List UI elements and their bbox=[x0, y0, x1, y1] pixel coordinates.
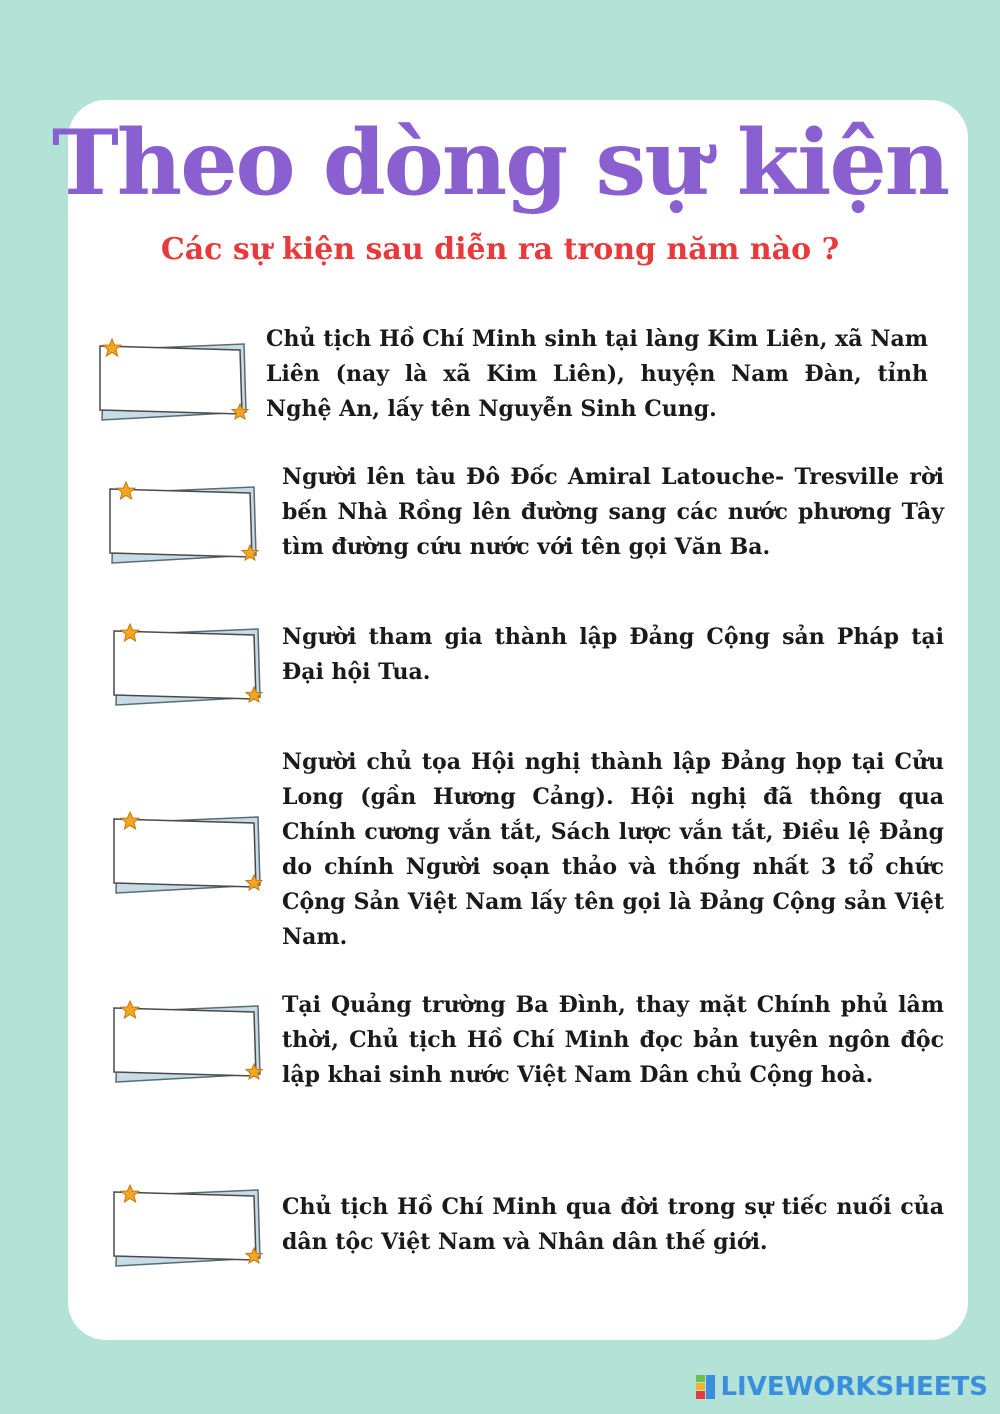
answer-box-frame bbox=[112, 813, 262, 893]
event-description: Người lên tàu Đô Đốc Amiral Latouche- Tresville rời bến Nhà Rồng lên đường sang các nước phương Tây tìm đường cứu nước với tên gọi Văn Ba. bbox=[282, 464, 944, 560]
answer-input-box[interactable] bbox=[112, 1002, 262, 1082]
answer-input-box[interactable] bbox=[112, 1186, 262, 1266]
answer-box-frame bbox=[112, 1186, 262, 1266]
event-description: Chủ tịch Hồ Chí Minh qua đời trong sự tiếc nuối của dân tộc Việt Nam và Nhân dân thế giới. bbox=[282, 1194, 944, 1255]
worksheet-card bbox=[68, 100, 968, 1340]
answer-box-frame bbox=[108, 483, 258, 563]
liveworksheets-brand: LIVEWORKSHEETS bbox=[720, 1372, 988, 1402]
event-description: Người chủ tọa Hội nghị thành lập Đảng họp tại Cửu Long (gần Hương Cảng). Hội nghị đã thông qua Chính cương vắn tắt, Sách lược vắn tắt, Điều lệ Đảng do chính Người soạn thảo và thống nhất 3 tổ chức Cộng Sản Việt Nam lấy tên gọi là Đảng Cộng sản Việt Nam. bbox=[282, 749, 944, 950]
event-description: Chủ tịch Hồ Chí Minh sinh tại làng Kim Liên, xã Nam Liên (nay là xã Kim Liên), huyện Nam Đàn, tỉnh Nghệ An, lấy tên Nguyễn Sinh Cung. bbox=[266, 326, 928, 422]
answer-input-box[interactable] bbox=[112, 625, 262, 705]
event-description: Tại Quảng trường Ba Đình, thay mặt Chính phủ lâm thời, Chủ tịch Hồ Chí Minh đọc bản tuyên ngôn độc lập khai sinh nước Việt Nam Dân chủ Cộng hoà. bbox=[282, 992, 944, 1088]
answer-input-box[interactable] bbox=[112, 813, 262, 893]
answer-input-box[interactable] bbox=[108, 483, 258, 563]
answer-box-frame bbox=[98, 340, 248, 420]
answer-input-box[interactable] bbox=[98, 340, 248, 420]
page-title: Theo dòng sự kiện bbox=[51, 110, 949, 216]
answer-box-frame bbox=[112, 625, 262, 705]
answer-box-frame bbox=[112, 1002, 262, 1082]
event-description: Người tham gia thành lập Đảng Cộng sản Pháp tại Đại hội Tua. bbox=[282, 624, 944, 685]
liveworksheets-icon bbox=[696, 1375, 716, 1399]
liveworksheets-logo[interactable] bbox=[696, 1372, 988, 1402]
page-subtitle: Các sự kiện sau diễn ra trong năm nào ? bbox=[160, 232, 840, 267]
